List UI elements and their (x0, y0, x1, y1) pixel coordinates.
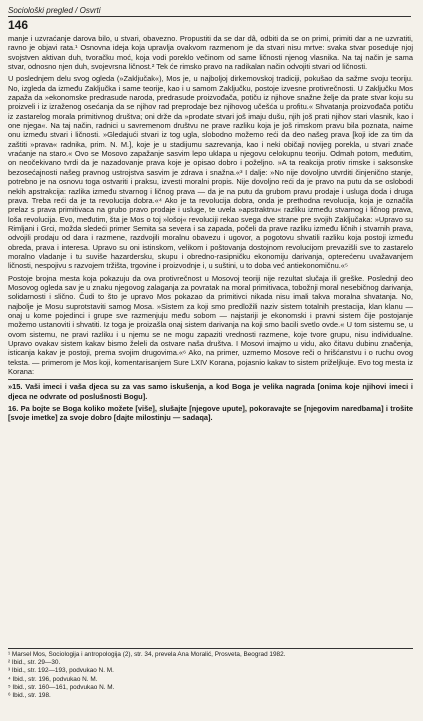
paragraph-1: manje i uzvraćanje darova bilo, u stvari, obavezno. Propustiti da se dar dâ, odbiti da se on primi, primiti dar a ne uzvratiti, ravno je objavi rata.¹ Osnovna ideja koja upravlja ovakvom razmenom je da stvari nisu mrtve: svaka stvar poseduje njoj svojstven aktivan duh, tvoračku moć, koja vodi poreklo večinom od same ličnosti njenog vlasnika. Na taj način je sama stvar, odnosno njen duh, svojevrsna ličnost.² Tek će rimsko pravo na radikalan način odvojiti stvari od ličnosti. (8, 34, 413, 72)
paragraph-3: Postoje brojna mesta koja pokazuju da ova protivrečnost u Mosovoj teoriji nije rezultat slučaja ili greške. Poslednji deo Mosovog ogleda sav je u znaku njegovog zalaganja za povratak na moral primitivaca, tobožnji moral nesebičnog darivanja, solidarnosti i slično. Čudi to što je upravo Mos pokazao da primitivci nikada nisu imali takva moralna shvatanja. No, najbolje je Mosu suprotstaviti samog Mosa. »Sistem za koji smo predložili naziv sistem totalnih prestacija, klan klanu — onaj u kome pojedinci i grupe sve razmenjuju među sobom — najstariji je ekonomski i pravni sistem čije postojanje možemo ustanoviti i shvatiti. Iz toga je proizašla onaj sistem darivanja na koji smo bacili svetlo ovde.« U tom sistemu se, u ovom sistemu, ne pravi razliku i u njemu se ne mogu zapaziti vrednosti razmene, koje tvore grupu, nisu individualne. Upravo ovakav sistem kakav bismo želeli da ostvare naša društva. I Mosovi imajmo u vidu, ako čitavu dubinu značenja, isticanja kakav je postoji, prema svojim drugovima.«⁶ Ako, na primer, uzmemo Mosove reči o hrišćanstvu i o ruchu ovog teksta. — primerom je Mos koji, komentarisanjem Sure LXIV Korana, pojasnio kakav to sistem priželjkuje. Evo tog mesta iz Korana: (8, 273, 413, 377)
footnote-4: ⁴ Ibid., str. 196, podvukao N. M. (8, 675, 98, 683)
paragraph-2: U poslednjem delu svog ogleda (»Zaključak«), Mos je, u najboljoj dirkemovskoj tradiciji, pokušao da sažme svoju teoriju. No, izgleda da između Zaključka i same teorije, kao i u samom Zaključku, postoje izvesne protivrečnosti. U Zaključku Mos zapaža da »ekonomske predrasude naroda, predrasude proizvođača, potiču iz njihove snažne želje da prate stvar koju su proizveli i iz izraženog osećanja da se njihov rad preprodaje bez njihovog učešća u profitu.« Shvatanja proizvođača potiču iz zastarelog morala primitivnog društva; oni drže da »prodate stvari još imaju dušu, njih još prati njihov stari vlasnik, kao i one njega«. Na taj način, radnici u savremenom društvu ne prave razliku koja je još rimskom pravu bila poznata, naime onu između stvari i ličnosti. »Gledajući stvari iz tog ugla, slobodno možemo reći da deo našeg prava [koji ide za tim da zaštiti »prava« radnika, prim. N. M.], koje je u stadijumu sazrevanja, kao i neki običaji novijeg porekla, u stvari znače vraćanje na staro.« Ovo se Mosovo zapažanje sasvim lepo uklapa u njegovu celokupnu teoriju. Odmah potom, međutim, on neočekivano tvrdi da je nazadovanje prava koje je opisao dobro i poželjno. »A ta reakcija protiv rimske i saksonske bezosećajnosti našeg pravnog ustrojstva sasvim je zdrava i snažna.«³ I dalje: »No nije dovoljno utvrditi činjenično stanje, potrebno je na osnovu toga ostvariti i praksu, izvesti moralni propis. Nije dovoljno reći da je pravo na putu da se oslobodi nekih apstrakcija: razlika između stvarnog i ličnog prava — da je na putu da grubom pravu prodaje i usluga doda i druga prava. Treba reći da je ta revolucija dobra.«⁴ Ako je ta revolucija dobra, onda je prethodna revolucija, koja je označila prelaz s prava primitivaca na grubo pravo prodaje i usluge, te uvela »apstraktnu« razliku između stvarnog i ličnog prava, loša revolucija. Evo, međutim, šta je Mos o toj »lošoj« revoluciji rekao svega dve strane pre svojih Zaključaka: »Upravo su Rimljani i Grci, možda sledeći primer Semita sa severa i sa zapada, počeli da prave razliku između ličnih i stvarnih prava, odvojili prodaju od dara i razmene, razdvojili moralnu obavezu i ugovor, a pogotovu shvatili razliku koja postoji između obreda, prava i interesa. Upravo su oni istinskom, velikom i poštovanja dostojnom revolucijom prevazišli sve to zastarelo moralno vladanje i tu suviše hazardersku, skupu i obredno-rasipničku ekonomiju darivanja, opterećenu uvažavanjem ličnosti, nespojivu s razvojem tržišta, trgovine i proizvodnje i, u suštini, u to doba već antiekonomičnu.«⁵ (8, 74, 413, 271)
footnote-5: ⁵ Ibid., str. 160—161, podvukao N. M. (8, 683, 115, 691)
footnote-6: ⁶ Ibid., str. 198. (8, 692, 51, 700)
footnote-2: ² Ibid., str. 29—30. (8, 659, 61, 667)
quran-verse-15: »15. Vaši imeci i vaša djeca su za vas samo iskušenja, a kod Boga je velika nagrada [onima koje njihovi imeci i djeca ne odvrate od poslušnosti Bogu]. (8, 382, 413, 401)
footnote-3: ³ Ibid., str. 192—193, podvukao N. M. (8, 667, 114, 675)
article-body (8, 34, 413, 426)
page-number: 146 (8, 18, 29, 32)
running-header: Sociološki pregled / Osvrti (8, 6, 411, 17)
quote-divider (8, 379, 413, 380)
footnotes (8, 648, 413, 700)
footnote-1: ¹ Marsel Mos, Sociologija i antropologija (2), str. 34, prevela Ana Moralić, Prosveta, Beograd 1982. (8, 651, 286, 658)
quran-verse-16: 16. Pa bojte se Boga koliko možete [više], slušajte [njegove upute], pokoravajte se [njegovim naredbama] i trošite [svoje imetke] za svoje dobro [dajte milostinju — sadaqa]. (8, 404, 413, 423)
